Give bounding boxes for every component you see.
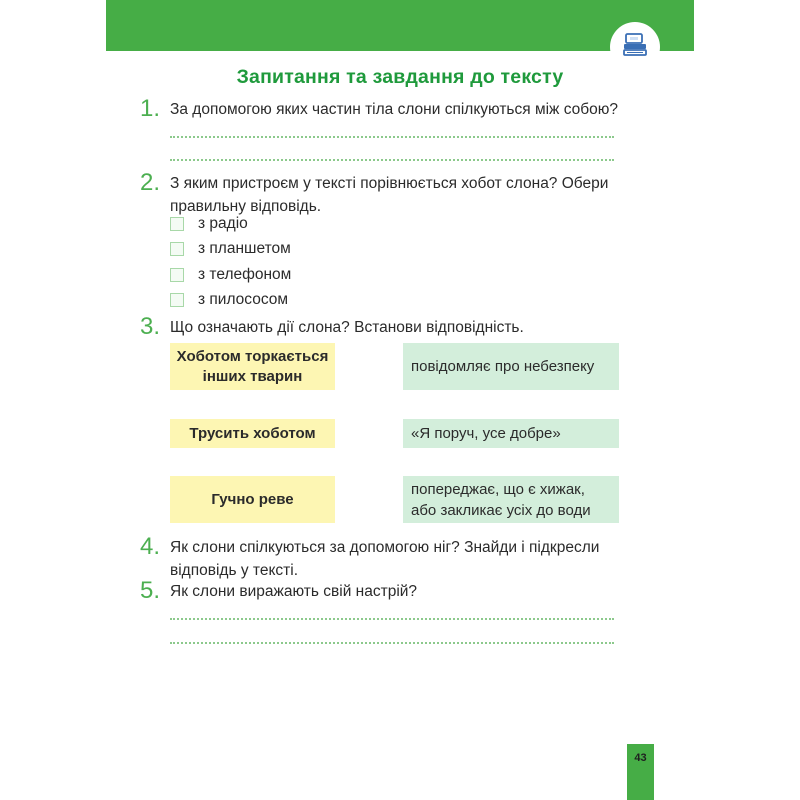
checkbox[interactable]: [170, 217, 184, 231]
meaning-box-3[interactable]: [403, 476, 619, 523]
question-3-text: Що означають дії слона? Встанови відповідність.: [170, 319, 524, 336]
option-phone[interactable]: [170, 265, 291, 285]
answer-line-5b[interactable]: [170, 642, 614, 644]
option-label: з радіо: [198, 215, 248, 232]
question-4-text: [170, 536, 599, 582]
option-label: з планшетом: [198, 240, 291, 257]
meaning-box-2[interactable]: [403, 419, 619, 448]
option-label: з телефоном: [198, 266, 292, 283]
question-4-line-2: відповідь у тексті.: [170, 562, 298, 579]
page-title: Запитання та завдання до тексту: [236, 66, 564, 88]
checkbox[interactable]: [170, 293, 184, 307]
answer-line-1b[interactable]: [170, 159, 614, 161]
action-1-line-2: інших тварин: [202, 367, 303, 385]
answer-line-1a[interactable]: [170, 136, 614, 138]
checkbox[interactable]: [170, 242, 184, 256]
meaning-1-text: повідомляє про небезпеку: [411, 358, 595, 375]
page-number: 43: [627, 744, 654, 800]
checkbox[interactable]: [170, 268, 184, 282]
action-box-2[interactable]: [170, 419, 335, 448]
answer-line-5a[interactable]: [170, 618, 614, 620]
action-2-text: Трусить хоботом: [189, 424, 316, 442]
question-2-line-2: правильну відповідь.: [170, 198, 322, 215]
question-2-number: 2.: [140, 169, 161, 196]
action-3-text: Гучно реве: [211, 490, 294, 508]
book-stack-icon: [620, 30, 650, 65]
question-1-number: 1.: [140, 95, 161, 122]
question-5-number: 5.: [140, 577, 161, 604]
option-vacuum[interactable]: [170, 290, 288, 310]
question-4-line-1: Як слони спілкуються за допомогою ніг? Знайди і підкресли: [170, 539, 600, 556]
question-5-text: Як слони виражають свій настрій?: [170, 583, 418, 600]
question-2-text: [170, 172, 608, 218]
question-3-number: 3.: [140, 313, 161, 340]
meaning-box-1[interactable]: [403, 343, 619, 390]
action-1-line-1: Хоботом торкається: [176, 347, 329, 365]
option-radio[interactable]: [170, 214, 248, 234]
question-4-number: 4.: [140, 533, 161, 560]
header-badge: [610, 22, 660, 72]
meaning-3-line-2: або закликає усіх до води: [411, 501, 591, 519]
option-label: з пилососом: [198, 291, 289, 308]
action-box-3[interactable]: [170, 476, 335, 523]
action-box-1[interactable]: [170, 343, 335, 390]
meaning-2-text: «Я поруч, усе добре»: [411, 425, 561, 442]
meaning-3-line-1: попереджає, що є хижак,: [411, 480, 585, 498]
option-tablet[interactable]: [170, 239, 291, 259]
header-band: [106, 0, 694, 51]
question-1-text: За допомогою яких частин тіла слони спілкуються між собою?: [170, 101, 619, 118]
question-2-line-1: З яким пристроєм у тексті порівнюється хобот слона? Обери: [170, 175, 609, 192]
